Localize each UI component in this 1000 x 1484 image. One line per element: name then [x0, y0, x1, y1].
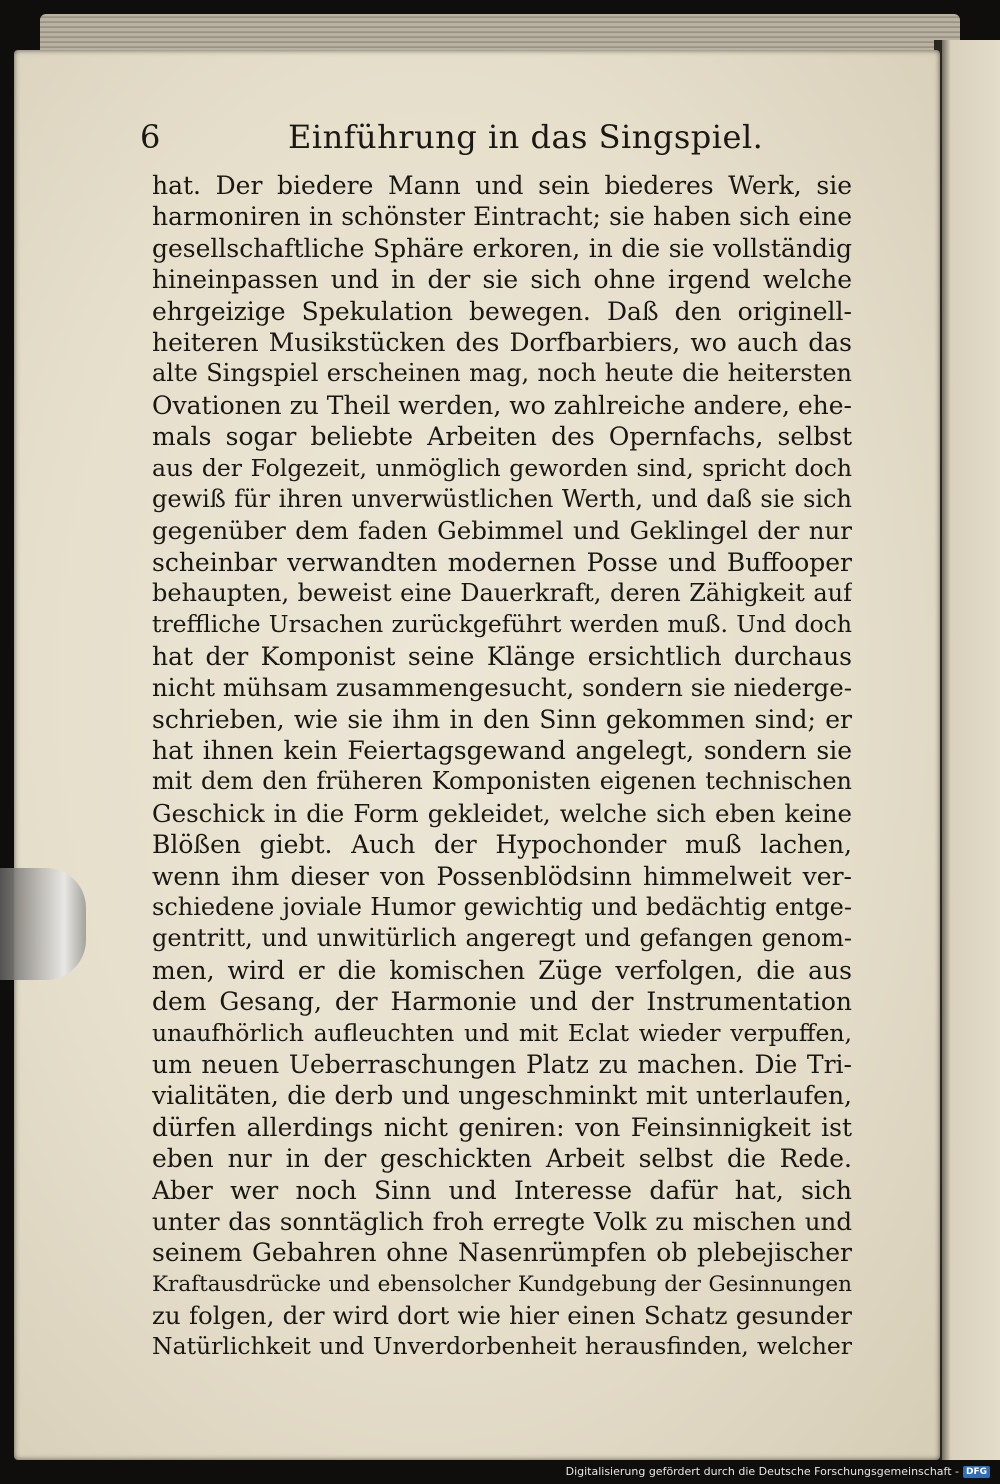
page-number: 6 [140, 118, 161, 156]
text-line: wenn ihm dieser von Possenblödsinn himmelweit ver- [152, 861, 852, 891]
text-line: um neuen Ueberraschungen Platz zu machen. Die Tri- [152, 1049, 852, 1079]
text-line: unter das sonntäglich froh erregte Volk zu mischen und [152, 1206, 852, 1236]
text-line: unaufhörlich aufleuchten und mit Eclat wieder verpuffen, [152, 1018, 852, 1047]
text-line: schrieben, wie sie ihm in den Sinn gekommen sind; er [152, 704, 852, 734]
text-line: gentritt, und unwitürlich angeregt und gefangen genom- [152, 924, 852, 953]
text-line: zu folgen, der wird dort wie hier einen Schatz gesunder [152, 1301, 852, 1331]
text-line: Blößen giebt. Auch der Hypochonder muß lachen, [152, 830, 852, 860]
text-line: heiteren Musikstücken des Dorfbarbiers, wo auch das [152, 327, 852, 357]
text-line: ehrgeizige Spekulation bewegen. Daß den originell- [152, 296, 852, 326]
page-clip [0, 868, 86, 980]
body-text [152, 170, 852, 1363]
text-line: men, wird er die komischen Züge verfolgen, die aus [152, 955, 852, 985]
text-line: alte Singspiel erscheinen mag, noch heute die heitersten [152, 359, 852, 388]
text-line: Natürlichkeit und Unverdorbenheit herausfinden, welcher [152, 1332, 852, 1361]
text-line: nicht mühsam zusammengesucht, sondern sie niederge- [152, 673, 852, 703]
text-line: hat. Der biedere Mann und sein biederes Werk, sie [152, 171, 852, 200]
text-line: dem Gesang, der Harmonie und der Instrumentation [152, 987, 852, 1017]
digitization-footer [566, 1465, 990, 1478]
text-line: harmoniren in schönster Eintracht; sie haben sich eine [152, 202, 852, 232]
text-line: Kraftausdrücke und ebensolcher Kundgebung der Gesinnungen [152, 1271, 852, 1297]
text-line: vialitäten, die derb und ungeschminkt mit unterlaufen, [152, 1081, 852, 1111]
text-line: gegenüber dem faden Gebimmel und Geklingel der nur [152, 516, 852, 546]
text-line: Aber wer noch Sinn und Interesse dafür hat, sich [152, 1175, 852, 1205]
text-line: schiedene joviale Humor gewichtig und bedächtig entge- [152, 892, 852, 921]
page-header [140, 112, 860, 162]
running-title: Einführung in das Singspiel. [288, 118, 764, 156]
text-line: hat der Komponist seine Klänge ersichtlich durchaus [152, 641, 852, 671]
text-line: scheinbar verwandten modernen Posse und Buffooper [152, 547, 852, 577]
text-line: gewiß für ihren unverwüstlichen Werth, und daß sie sich [152, 484, 852, 513]
text-line: hat ihnen kein Feiertagsgewand angelegt, sondern sie [152, 736, 852, 766]
text-line: treffliche Ursachen zurückgeführt werden muß. Und doch [152, 610, 852, 639]
text-line: Geschick in die Form gekleidet, welche sich eben keine [152, 798, 852, 828]
text-line: eben nur in der geschickten Arbeit selbst die Rede. [152, 1144, 852, 1174]
dfg-logo: DFG [963, 1466, 990, 1478]
text-line: Ovationen zu Theil werden, wo zahlreiche andere, ehe- [152, 390, 852, 420]
text-line: seinem Gebahren ohne Nasenrümpfen ob plebejischer [152, 1238, 852, 1268]
text-line: dürfen allerdings nicht geniren: von Feinsinnigkeit ist [152, 1112, 852, 1142]
text-line: mit dem den früheren Komponisten eigenen technischen [152, 767, 852, 796]
facing-page-edge [940, 40, 1000, 1460]
text-line: mals sogar beliebte Arbeiten des Opernfachs, selbst [152, 422, 852, 452]
text-line: aus der Folgezeit, unmöglich geworden sind, spricht doch [152, 453, 852, 482]
text-line: behaupten, beweist eine Dauerkraft, deren Zähigkeit auf [152, 579, 852, 608]
footer-text: Digitalisierung gefördert durch die Deutsche Forschungsgemeinschaft - [565, 1465, 959, 1478]
text-line: gesellschaftliche Sphäre erkoren, in die sie vollständig [152, 233, 852, 263]
text-line: hineinpassen und in der sie sich ohne irgend welche [152, 265, 852, 295]
